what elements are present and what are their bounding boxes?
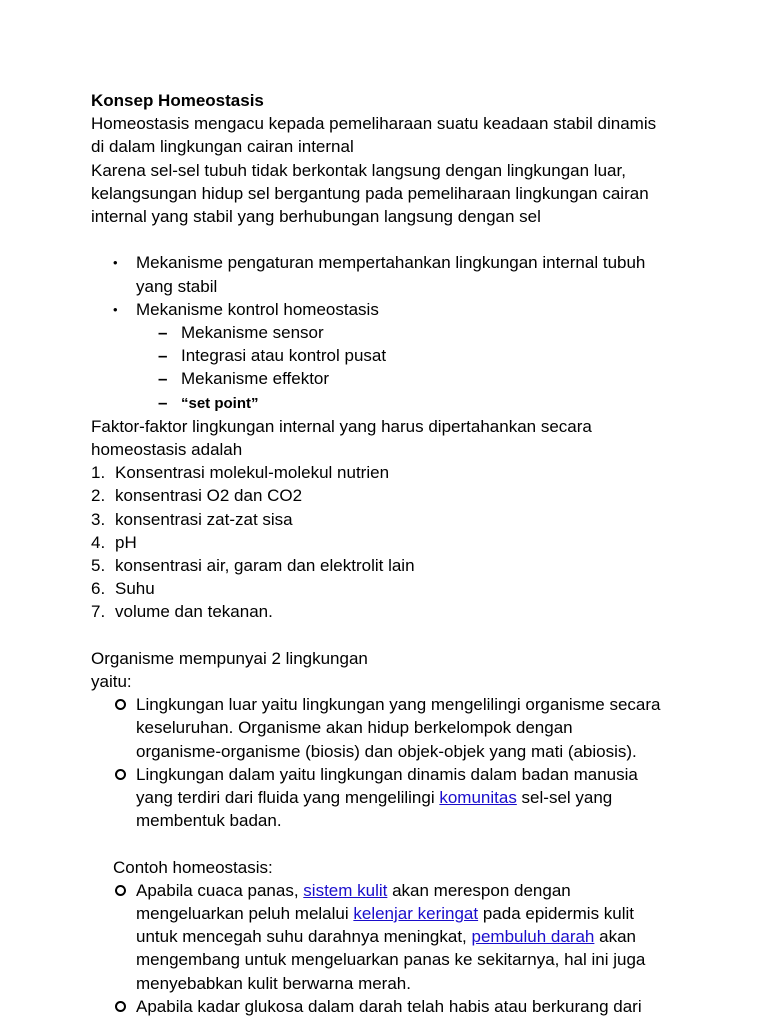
- dash-icon: –: [158, 392, 168, 412]
- list-item-text: organisme-organisme (biosis) dan objek-objek yang mati (abiosis).: [136, 741, 637, 761]
- item-text: pH: [115, 532, 137, 552]
- item-number: 7.: [91, 602, 106, 622]
- environment-intro-line: Organisme mempunyai 2 lingkungan: [91, 648, 368, 668]
- list-item-text: Mekanisme pengaturan mempertahankan lingkungan internal tubuh: [136, 253, 646, 273]
- spacer: [91, 228, 711, 251]
- link-komunitas[interactable]: komunitas: [439, 788, 517, 808]
- numbered-item: [91, 577, 711, 600]
- sub-list-item-text: Mekanisme sensor: [181, 323, 324, 343]
- item-number: 6.: [91, 579, 106, 599]
- hollow-circle-bullet-icon: [115, 1001, 126, 1012]
- item-number: 5.: [91, 556, 106, 576]
- list-item-text: membentuk badan.: [136, 811, 282, 831]
- numbered-item: [91, 531, 711, 554]
- list-item: [91, 763, 711, 833]
- sub-list-item: [91, 367, 711, 390]
- item-number: 3.: [91, 509, 106, 529]
- intro-line: internal yang stabil yang berhubungan langsung dengan sel: [91, 207, 541, 227]
- list-item-text: yang terdiri dari fluida yang mengelilingi komunitas sel-sel yang: [136, 788, 613, 808]
- sub-list-item: [91, 391, 711, 415]
- factors-intro-line: Faktor-faktor lingkungan internal yang harus dipertahankan secara: [91, 416, 592, 436]
- spacer: [91, 832, 711, 855]
- list-item-text: mengembang untuk mengeluarkan panas ke sekitarnya, hal ini juga: [136, 950, 646, 970]
- hollow-circle-bullet-icon: [115, 885, 126, 896]
- list-item-text: keseluruhan. Organisme akan hidup berkelompok dengan: [136, 718, 573, 738]
- item-text: konsentrasi zat-zat sisa: [115, 509, 293, 529]
- spacer: [91, 624, 711, 647]
- factors-list: [91, 461, 711, 623]
- numbered-item: [91, 484, 711, 507]
- list-item-text: Lingkungan luar yaitu lingkungan yang mengelilingi organisme secara: [136, 695, 661, 715]
- item-number: 4.: [91, 532, 106, 552]
- list-item-text: Mekanisme kontrol homeostasis: [136, 299, 379, 319]
- environment-intro: [91, 647, 711, 693]
- mechanism-list: [91, 251, 711, 414]
- item-text: konsentrasi O2 dan CO2: [115, 486, 303, 506]
- document-title: Konsep Homeostasis: [91, 91, 264, 110]
- sub-list-item: [91, 344, 711, 367]
- list-item: [91, 251, 711, 297]
- numbered-item: [91, 508, 711, 531]
- dash-icon: –: [158, 323, 168, 343]
- item-number: 1.: [91, 463, 106, 483]
- bullet-dot-icon: •: [113, 301, 118, 317]
- item-text: Suhu: [115, 579, 155, 599]
- item-text: konsentrasi air, garam dan elektrolit lain: [115, 556, 415, 576]
- list-item: [91, 879, 711, 995]
- examples-heading: Contoh homeostasis:: [113, 857, 273, 877]
- item-text: volume dan tekanan.: [115, 602, 273, 622]
- hollow-circle-bullet-icon: [115, 699, 126, 710]
- sub-list-item-text: Integrasi atau kontrol pusat: [181, 346, 387, 366]
- list-item: [91, 995, 711, 1018]
- link-kelenjar-keringat[interactable]: kelenjar keringat: [353, 904, 479, 924]
- intro-line: Homeostasis mengacu kepada pemeliharaan suatu keadaan stabil dinamis: [91, 114, 657, 134]
- factors-intro-line: homeostasis adalah: [91, 440, 243, 460]
- numbered-item: [91, 554, 711, 577]
- list-item-text: yang stabil: [136, 276, 218, 296]
- intro-line: Karena sel-sel tubuh tidak berkontak langsung dengan lingkungan luar,: [91, 160, 626, 180]
- intro-line: di dalam lingkungan cairan internal: [91, 137, 354, 157]
- item-text: Konsentrasi molekul-molekul nutrien: [115, 463, 390, 483]
- intro-line: kelangsungan hidup sel bergantung pada pemeliharaan lingkungan cairan: [91, 183, 649, 203]
- list-item-text: menyebabkan kulit berwarna merah.: [136, 973, 411, 993]
- bullet-dot-icon: •: [113, 255, 118, 271]
- list-item-text: Apabila kadar glukosa dalam darah telah habis atau berkurang dari: [136, 996, 642, 1016]
- environment-intro-line: yaitu:: [91, 672, 132, 692]
- dash-icon: –: [158, 346, 168, 366]
- item-number: 2.: [91, 486, 106, 506]
- link-pembuluh-darah[interactable]: pembuluh darah: [471, 927, 595, 947]
- sub-list-item-text: Mekanisme effektor: [181, 369, 330, 389]
- link-sistem-kulit[interactable]: sistem kulit: [303, 880, 388, 900]
- hollow-circle-bullet-icon: [115, 769, 126, 780]
- list-item-text: mengeluarkan peluh melalui kelenjar keringat pada epidermis kulit: [136, 904, 635, 924]
- intro-paragraph: [91, 112, 711, 228]
- sub-list-item: [91, 321, 711, 344]
- list-item: [91, 298, 711, 321]
- document-body: [91, 89, 711, 1018]
- list-item-text: untuk mencegah suhu darahnya meningkat, pembuluh darah akan: [136, 927, 636, 947]
- list-item-text: Apabila cuaca panas, sistem kulit akan merespon dengan: [136, 880, 571, 900]
- dash-icon: –: [158, 369, 168, 389]
- sub-list-item-text: “set point”: [181, 394, 259, 412]
- factors-intro: [91, 415, 711, 461]
- numbered-item: [91, 600, 711, 623]
- list-item-text: Lingkungan dalam yaitu lingkungan dinamis dalam badan manusia: [136, 764, 638, 784]
- numbered-item: [91, 461, 711, 484]
- list-item: [91, 693, 711, 763]
